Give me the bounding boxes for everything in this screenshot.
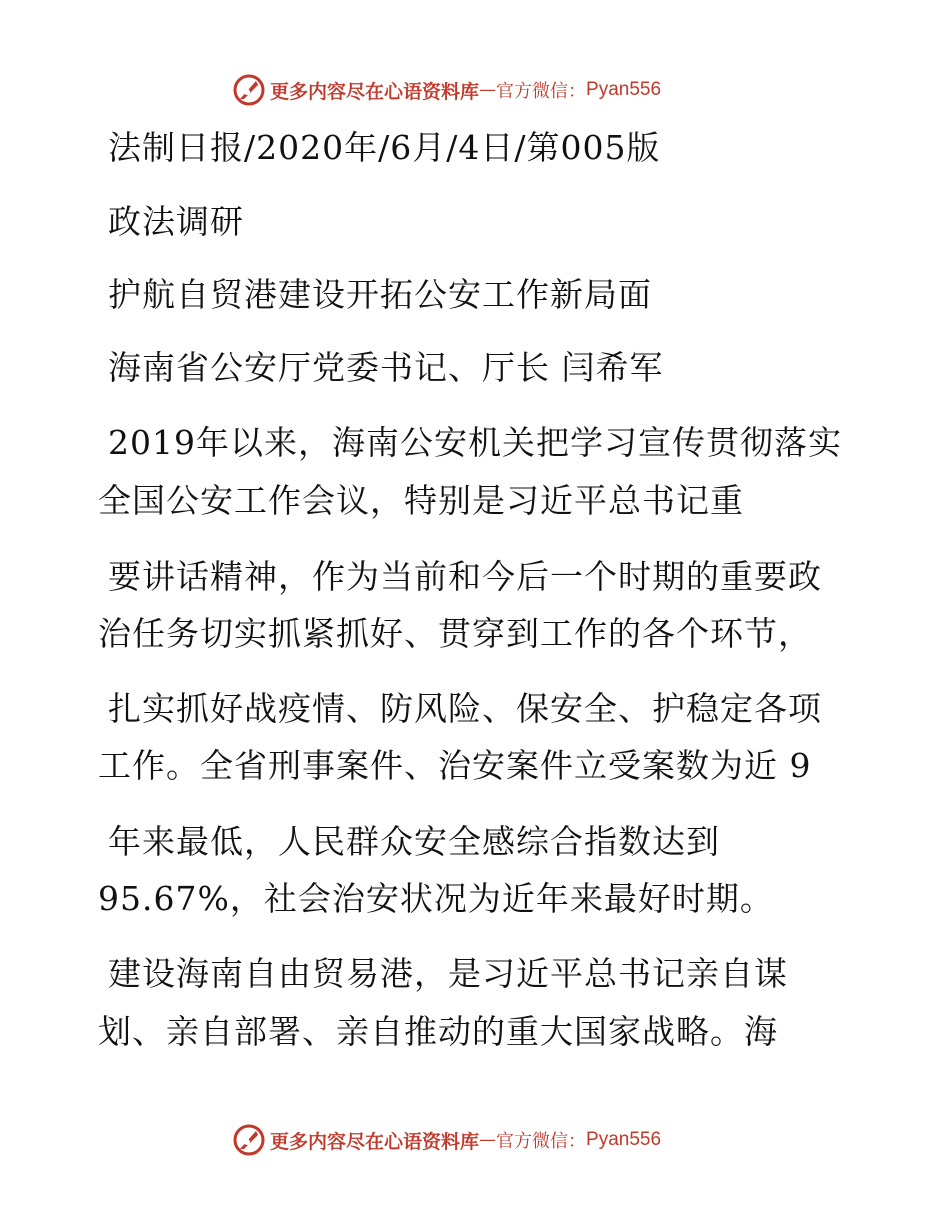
body-line: 扎实抓好战疫情、防风险、保安全、护稳定各项 — [108, 689, 822, 728]
body-line: 划、亲自部署、亲自推动的重大国家战略。海 — [98, 1012, 778, 1051]
banner-dash: — — [479, 80, 497, 100]
body-line: 要讲话精神，作为当前和今后一个时期的重要政 — [108, 557, 822, 596]
article-column: 政法调研 — [108, 202, 244, 241]
body-line: 治任务切实抓紧抓好、贯穿到工作的各个环节， — [98, 614, 812, 653]
article-source: 法制日报/2020年/6月/4日/第005版 — [108, 128, 661, 167]
banner-wechat-label: 官方微信： — [496, 81, 587, 102]
body-line: 95.67%，社会治安状况为近年来最好时期。 — [98, 879, 774, 918]
body-line: 工作。全省刑事案件、治安案件立受案数为近 9 — [98, 746, 812, 785]
body-line: 建设海南自由贸易港，是习近平总书记亲自谋 — [108, 954, 788, 993]
article-title: 护航自贸港建设开拓公安工作新局面 — [108, 275, 652, 314]
footer-watermark-banner — [232, 1122, 661, 1158]
banner-wechat-label: 官方微信： — [496, 1131, 587, 1152]
banner-wechat-id: Pyan556 — [586, 79, 662, 100]
article-author: 海南省公安厅党委书记、厅长 闫希军 — [108, 348, 664, 387]
banner-text: 更多内容尽在心语资料库 — [270, 1130, 480, 1153]
header-watermark-banner — [232, 72, 661, 108]
banner-wechat-id: Pyan556 — [586, 1129, 662, 1150]
body-line: 年来最低，人民群众安全感综合指数达到 — [108, 822, 720, 861]
quill-logo-icon — [232, 1123, 266, 1157]
banner-text: 更多内容尽在心语资料库 — [270, 80, 480, 103]
quill-logo-icon — [232, 73, 266, 107]
body-line: 全国公安工作会议，特别是习近平总书记重 — [98, 481, 744, 520]
body-line: 2019年以来，海南公安机关把学习宣传贯彻落实 — [108, 423, 842, 462]
banner-dash: — — [479, 1130, 497, 1150]
